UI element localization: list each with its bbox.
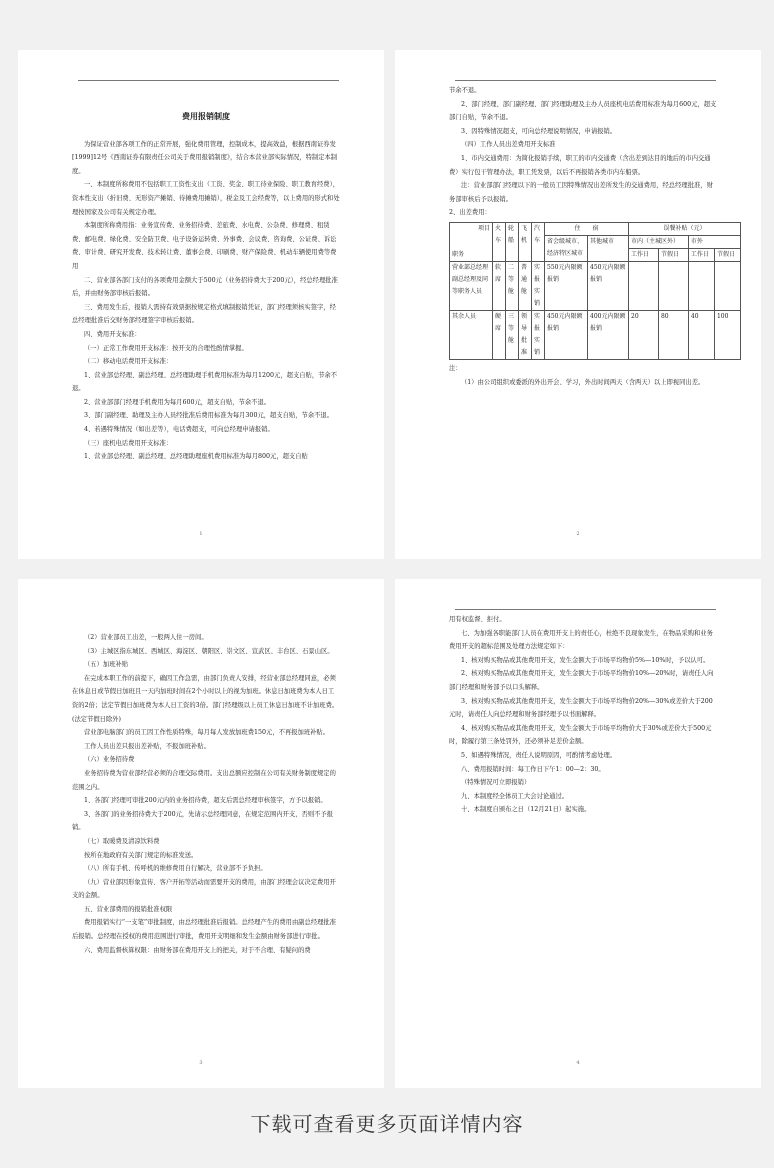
header-rule bbox=[455, 80, 716, 81]
paragraph: （2）营业部员工出差，一般两人住一房间。 bbox=[84, 634, 208, 641]
table-row bbox=[450, 310, 741, 359]
table-cell: 实报实销 bbox=[532, 261, 545, 310]
table-cell bbox=[629, 261, 659, 310]
page-content bbox=[449, 613, 717, 817]
table-header-workday: 工作日 bbox=[688, 248, 714, 261]
page-number: 3 bbox=[199, 1060, 203, 1066]
paragraph: 七、为加强各职能部门人员在费用开支上的责任心，杜绝不良现象发生，在物品采购和业务费用开支的超标范围及处理方法规定如下： bbox=[449, 629, 713, 651]
table-cell: 领导批准 bbox=[519, 310, 532, 359]
table-cell: 其余人员 bbox=[450, 310, 493, 359]
paragraph: 4、核对购买物品或其他费用开支，发生金额大于市场平均物价大于30%或差价大于500元时，除履行第三条处罚外，还必须补足差价金额。 bbox=[449, 724, 712, 746]
document-title: 费用报销制度 bbox=[182, 112, 230, 121]
document-page-2 bbox=[395, 50, 761, 559]
paragraph: （六）业务招待费 bbox=[84, 756, 135, 764]
paragraph: （九）营业部因形象宣传、客户开拓等活动而需要开支的费用，由部门经理会议决定费用开支的金额。 bbox=[72, 878, 336, 900]
table-cell: 软席 bbox=[493, 261, 506, 310]
paragraph: 1、市内交通费用：为简化报销手续，职工的市内交通费（含出差到达目的地后的市内交通费）实行包干管理办法，职工凭发票，以后不再报销各类市内车船票。 bbox=[449, 154, 711, 176]
paragraph: 3、部门副经理、助理及主办人员经批准后费用标准为每月300元，超支自贴，节余不退。 bbox=[84, 412, 334, 420]
table-cell: 实报实销 bbox=[532, 310, 545, 359]
page-content bbox=[449, 84, 735, 389]
page-content bbox=[72, 631, 340, 957]
table-cell: 80 bbox=[658, 310, 688, 359]
table-cell bbox=[658, 261, 688, 310]
paragraph: 2、核对购买物品或其他费用开支，发生金额大于市场平均物价10%—20%时，请责任人向部门经理和财务部予以口头解释。 bbox=[449, 670, 714, 691]
table-header-stay-major: 省会级城市、经济特区城市 bbox=[545, 235, 588, 261]
paragraph: 按所在地政府有关部门规定的标准发送。 bbox=[84, 851, 198, 859]
table-cell: 450元内限额报销 bbox=[545, 310, 588, 359]
paragraph: 1、核对购买物品或其他费用开支，发生金额大于市场平均物价5%—10%时，予以认可。 bbox=[461, 656, 710, 664]
page-number: 4 bbox=[576, 1060, 580, 1066]
table-cell: 硬席 bbox=[493, 310, 506, 359]
paragraph: 九、本制度经全体员工大会讨论通过。 bbox=[461, 792, 569, 800]
paragraph: 营业部电脑部门的员工因工作性质特殊，每月每人发放加班费150元，不再报加班补贴。 bbox=[84, 729, 330, 737]
table-header-meal-out: 市外 bbox=[688, 235, 740, 248]
paragraph: 2、部门经理、部门副经理、部门经理助理及主办人员座机电话费用标准为每月600元，超支部门自贴，节余不退。 bbox=[449, 100, 717, 122]
paragraph: 一、本制度所称费用不包括职工工资性支出（工资、奖金、职工待业保险、职工教育经费），资本性支出（折旧费、无形资产摊销、待摊费用摊销），税金及工会经费等，以上费用的形式和处理按国家及公司有关规定办理。 bbox=[72, 181, 340, 216]
paragraph: （1）由公司组织或委派的外出开会、学习，外出时间两天（含两天）以上即视同出差。 bbox=[461, 378, 705, 386]
paragraph: 工作人员出差只报出差补贴，不报加班补贴。 bbox=[84, 742, 210, 750]
table-header-holiday: 节假日 bbox=[658, 248, 688, 261]
paragraph: 1、营业部总经理、副总经理、总经理助理手机费用标准为每月1200元，超支自贴，节余不退。 bbox=[72, 371, 338, 393]
paragraph: 三、费用发生后，报销人需持有效票据按规定格式填制报销凭证，部门经理须核实签字，经总经理批准后交财务部经理签字审核后报销。 bbox=[72, 303, 336, 325]
table-cell: 营业部总经理副总经理及同等职务人员 bbox=[450, 261, 493, 310]
paragraph: 1、各部门经理可审批200元内的业务招待费，超支后需总经理审核签字，方予以报销。 bbox=[84, 797, 327, 805]
paragraph: （三）座机电话费用开支标准： bbox=[84, 439, 173, 447]
paragraph: （四）工作人员出差费用开支标准 bbox=[461, 141, 556, 149]
table-header-stay: 住 宿 bbox=[545, 222, 629, 235]
table-header-item: 项目 bbox=[477, 224, 490, 232]
paragraph: （八）所有手机、传呼机的维修费用自行解决，营业部不予负担。 bbox=[84, 865, 267, 873]
table-header-car: 汽车 bbox=[532, 222, 545, 261]
header-rule bbox=[455, 609, 716, 610]
table-cell: 普通舱 bbox=[519, 261, 532, 310]
table-cell bbox=[714, 261, 740, 310]
paragraph: 5、如遇特殊情况，责任人说明原因，可酌情考虑处理。 bbox=[461, 751, 617, 759]
paragraph: （二）移动电话费用开支标准： bbox=[84, 358, 173, 366]
paragraph: 业务招待费为营业部经营必须的合理交际费用。支出总额应控制在公司有关财务制度规定的范围之内。 bbox=[72, 769, 336, 791]
paragraph: 1、营业部总经理、副总经理、总经理助理座机费用标准为每月800元，超支自贴 bbox=[84, 453, 308, 461]
table-header-holiday: 节假日 bbox=[714, 248, 740, 261]
table-cell: 三等舱 bbox=[506, 310, 519, 359]
paragraph: 六、费用监督核算权限：由财务部在费用开支上的把关，对于不合理、有疑问的费 bbox=[84, 946, 311, 954]
paragraph: 注：营业部部门经理以下的一般员工因特殊情况出差所发生的交通费用，经总经理批准，财务部审核后予以报销。 bbox=[449, 182, 713, 203]
table-cell: 40 bbox=[688, 310, 714, 359]
paragraph: 本制度所称费用指：业务宣传费、业务招待费、差旅费、水电费、公杂费、修理费、租赁费、邮电费、绿化费、安全防卫费、电子设备运转费、外事费、会议费、咨询费、公证费、诉讼费、审计费、研究开发费、技术转让费、董事会费、印刷费、财产保险费、机动车辆使用费等费用 bbox=[72, 222, 337, 270]
table-header-position: 职务 bbox=[452, 250, 465, 258]
paragraph: （五）加班补贴 bbox=[84, 661, 129, 669]
paragraph: 用有权监督、拒付。 bbox=[449, 616, 506, 623]
paragraph: 注： bbox=[449, 364, 462, 372]
paragraph: 二、营业部各部门支付的各项费用金额大于500元（业务招待费大于200元），经总经理批准后，并由财务部审核后报销。 bbox=[72, 276, 338, 298]
paragraph: 节余不退。 bbox=[449, 87, 481, 94]
table-header-plane: 飞机 bbox=[519, 222, 532, 261]
paragraph: （特殊情况可立即报销） bbox=[461, 779, 531, 787]
table-header-train: 火车 bbox=[493, 222, 506, 261]
page-number: 2 bbox=[576, 531, 580, 537]
paragraph: （3）主城区指东城区、西城区、海淀区、朝阳区、崇文区、宣武区、丰台区、石景山区。 bbox=[84, 647, 334, 655]
document-page-3 bbox=[18, 579, 384, 1088]
paragraph: （一）正常工作费用开支标准：按开支的合理性酌情掌握。 bbox=[84, 344, 248, 352]
table-cell: 20 bbox=[629, 310, 659, 359]
paragraph: 十、本制度自颁布之日（12月21日）起实施。 bbox=[461, 806, 591, 814]
document-page-1 bbox=[18, 50, 384, 559]
table-cell bbox=[688, 261, 714, 310]
table-cell: 二等舱 bbox=[506, 261, 519, 310]
paragraph: 3、核对购买物品或其他费用开支，发生金额大于市场平均物价20%—30%或差价大于200元时，请责任人向总经理和财务部经理予以书面解释。 bbox=[449, 697, 713, 719]
table-cell: 450元内限额报销 bbox=[588, 261, 629, 310]
download-prompt-caption: 下载可查看更多页面详情内容 bbox=[250, 1112, 524, 1136]
table-header-stay-other: 其他城市 bbox=[588, 235, 629, 261]
header-rule bbox=[78, 80, 339, 81]
table-header-ship: 轮船 bbox=[506, 222, 519, 261]
travel-expense-table bbox=[449, 222, 741, 360]
paragraph: 费用报销实行“一支笔”审批制度，由总经理批准后报销。总经理产生的费用由副总经理批准后报销。总经理在授权的费用范围进行审批，费用开支明细和发生金额由财务部进行审批。 bbox=[72, 919, 337, 941]
paragraph: 为保证营业部各项工作的正常开展，强化费用管理，控制成本，提高效益，根据西南证券发[1999]12号《西南证券有限责任公司关于费用报销制度》，结合本营业部实际情况，特制定本制度。 bbox=[72, 140, 338, 175]
table-cell: 100 bbox=[714, 310, 740, 359]
paragraph: 4、若遇特殊情况（如出差等），电话费超支，可向总经理申请报销。 bbox=[84, 426, 274, 434]
page-number: 1 bbox=[199, 531, 203, 537]
table-cell: 400元内限额报销 bbox=[588, 310, 629, 359]
paragraph: 在完成本职工作的前提下，确因工作急需，由部门负责人安排，经营业部总经理同意，必须在休息日或节假日加班且一天内加班时间在2个小时以上的视为加班。休息日加班费为本人日工资的2倍；法定节假日加班费为本人日工资的3倍。部门经理级以上员工休息日加班不计加班费。(法定节假日除外) bbox=[72, 674, 339, 723]
paragraph: 2、出差费用： bbox=[449, 209, 491, 217]
table-header-meal-in: 市内（主城区外） bbox=[629, 235, 689, 248]
document-page-4 bbox=[395, 579, 761, 1088]
paragraph: 八、费用报销时间：每工作日下午1：00—2：30。 bbox=[461, 765, 605, 773]
table-cell: 550元内限额报销 bbox=[545, 261, 588, 310]
table-header-meal: 误餐补贴（元） bbox=[629, 222, 741, 235]
paragraph: 3、各部门的业务招待费大于200元，先请示总经理同意，在规定范围内开支，否则不予报销。 bbox=[72, 810, 334, 832]
paragraph: 四、费用开支标准： bbox=[84, 330, 141, 338]
table-row bbox=[450, 261, 741, 310]
paragraph: 2、营业部部门经理手机费用为每月600元，超支自贴，节余不退。 bbox=[84, 398, 271, 406]
page-content bbox=[72, 102, 340, 464]
paragraph: 3、因特殊情况超支，可向总经理说明情况，申请报销。 bbox=[461, 127, 617, 135]
paragraph: 五、营业部费用的报销批准权限 bbox=[84, 905, 173, 913]
paragraph: （七）取暖费及清凉饮料费 bbox=[84, 837, 160, 845]
table-header-workday: 工作日 bbox=[629, 248, 659, 261]
